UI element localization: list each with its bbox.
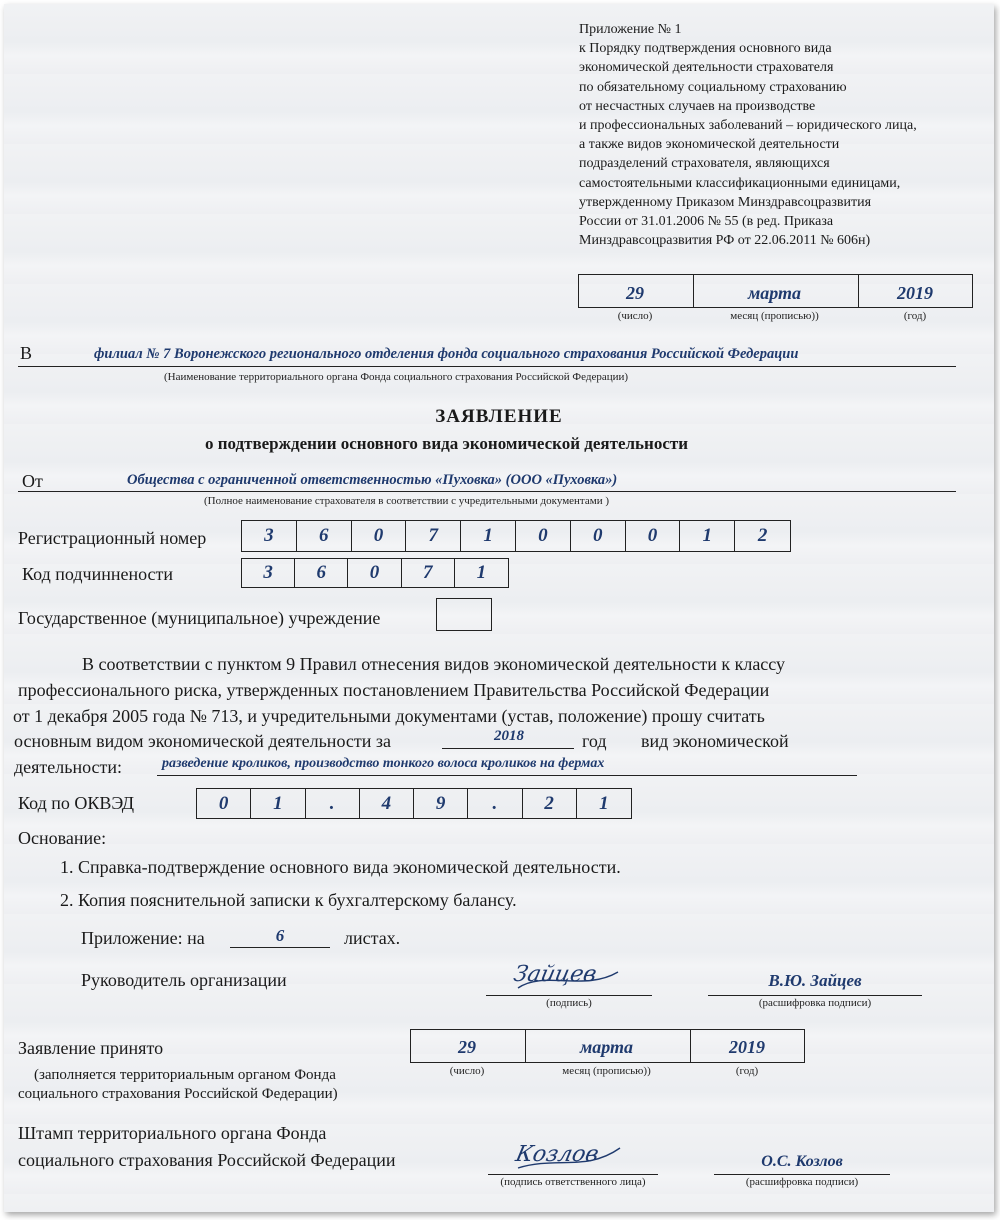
reg-number-field[interactable] [241,520,791,552]
okved-label: Код по ОКВЭД [18,793,135,813]
sub-code-digit-cell: 0 [348,559,401,587]
body-line-5a: деятельности: [14,757,123,777]
top-date-month-caption: месяц (прописью)) [730,310,819,322]
reg-number-digit-cell: 2 [757,525,768,546]
title-main: ЗАЯВЛЕНИЕ [435,406,563,427]
appendix-header [579,20,917,250]
sub-code-digit-cell: 3 [242,559,295,587]
reg-number-digit-cell: 1 [461,521,516,551]
accepted-month-caption: месяц (прописью)) [562,1065,651,1077]
head-sign-caption: (подпись) [546,997,592,1009]
body-line-4a: основным видом экономической деятельности за [14,731,391,751]
appendix-line: России от 31.01.2006 № 55 (в ред. Приказа [579,214,834,230]
okved-digit-cell: . [468,789,522,818]
stamp-sign-caption: (подпись ответственного лица) [500,1176,646,1188]
sub-code-digit-cell: 1 [476,562,487,583]
basis-item-1: 1. Справка-подтверждение основного вида экономической деятельности. [60,857,621,877]
accepted-year-caption: (год) [735,1065,759,1077]
body-activity: разведение кроликов, производство тонкого волоса кроликов на фермах [162,756,605,771]
accepted-note-1: (заполняется территориальным органом Фонда [34,1067,336,1083]
accepted-date-day: 29 [458,1037,476,1057]
title-sub: о подтверждении основного вида экономической деятельности [204,434,689,453]
accepted-day-caption: (число) [449,1065,485,1077]
state-inst-checkbox[interactable] [436,598,492,631]
top-date-month: марта [747,283,802,303]
appendix-line: по обязательному социальному страхованию [579,79,847,95]
appendix-line: подразделений страхователя, являющихся [579,156,830,172]
attach-count: 6 [275,926,285,945]
head-signature-text: Зайцев [511,962,599,987]
body-line-3: от 1 декабря 2005 года № 713, и учредительными документами (устав, положение) прошу считать [13,706,765,726]
from-prefix: От [22,471,43,491]
to-value: филиал № 7 Воронежского регионального отделения фонда социального страхования Российской Федерации [94,346,799,362]
stamp-name-caption: (расшифровка подписи) [745,1176,859,1188]
accepted-note-2: социального страхования Российской Федерации) [18,1086,338,1102]
head-name-line [708,995,922,996]
attach-label-a: Приложение: на [81,928,205,948]
attach-label-b: листах. [344,928,401,948]
body-year-underline [442,748,574,749]
from-caption: (Полное наименование страхователя в соответствии с учредительными документами ) [204,495,610,507]
sub-code-label: Код подчиннености [22,564,174,584]
top-date-day: 29 [626,283,644,303]
okved-digit-cell: 2 [523,789,577,818]
accepted-label: Заявление принято [18,1038,164,1058]
okved-digit-cell: 4 [360,789,414,818]
stamp-sign-line [488,1174,658,1175]
appendix-line: самостоятельными классификационными единицами, [579,175,901,191]
reg-number-digit-cell: 0 [571,521,626,551]
okved-digit-cell: 1 [599,792,609,814]
head-label: Руководитель организации [81,970,287,990]
head-name: В.Ю. Зайцев [768,971,862,990]
head-name-caption: (расшифровка подписи) [758,997,872,1009]
appendix-line: экономической деятельности страхователя [579,60,834,76]
to-prefix: В [20,343,33,363]
appendix-line: к Порядку подтверждения основного вида [579,41,832,57]
appendix-line: утвержденному Приказом Минздравсоцразвития [579,194,872,210]
top-date-day-caption: (число) [617,310,653,322]
appendix-line: а также видов экономической деятельности [579,137,840,153]
appendix-line: от несчастных случаев на производстве [579,98,816,114]
appendix-line: Приложение № 1 [579,22,682,37]
attach-underline [230,947,330,948]
state-inst-label: Государственное (муниципальное) учреждение [18,608,381,628]
stamp-name: О.С. Козлов [761,1153,843,1170]
body-line-4b: год [582,731,607,751]
body-year: 2018 [494,728,524,744]
stamp-line-2: социального страхования Российской Федерации [18,1150,396,1170]
reg-number-digit-cell: 1 [680,521,735,551]
reg-number-digit-cell: 0 [352,521,407,551]
reg-number-label: Регистрационный номер [18,528,207,548]
okved-digit-cell: . [306,789,360,818]
reg-number-digit-cell: 7 [406,521,461,551]
to-underline [18,366,956,367]
document-page [4,4,994,1212]
okved-digit-cell: 1 [251,789,305,818]
body-line-4c: вид экономической [641,731,789,751]
reg-number-digit-cell: 3 [242,521,297,551]
stamp-name-line [714,1174,890,1175]
accepted-date-month: марта [579,1037,634,1057]
stamp-line-1: Штамп территориального органа Фонда [18,1123,327,1143]
accepted-date-year: 2019 [729,1037,765,1057]
to-caption: (Наименование территориального органа Фонда социального страхования Российской Федерации) [164,371,629,383]
top-date-year: 2019 [897,283,933,303]
head-sign-line [486,995,652,996]
stamp-signature [513,1142,626,1176]
appendix-line: Минздравсоцразвития РФ от 22.06.2011 № 606н) [579,233,871,249]
body-line-1: В соответствии с пунктом 9 Правил отнесения видов экономической деятельности к классу [82,654,786,674]
sub-code-digit-cell: 6 [295,559,348,587]
reg-number-digit-cell: 0 [516,521,571,551]
sub-code-digit-cell: 7 [402,559,455,587]
okved-field[interactable] [196,788,632,819]
from-underline [18,491,956,492]
body-line-2: профессионального риска, утвержденных постановлением Правительства Российской Федерации [18,680,770,700]
reg-number-digit-cell: 6 [297,521,352,551]
top-date-year-caption: (год) [903,310,927,322]
sub-code-field[interactable] [241,558,509,588]
appendix-line: и профессиональных заболеваний – юридического лица, [579,118,917,134]
reg-number-digit-cell: 0 [626,521,681,551]
basis-label: Основание: [18,828,107,848]
stamp-signature-text: Козлов [513,1142,601,1167]
from-value: Обществa с ограниченной ответственностью «Пуховка» (ООО «Пуховка») [127,472,618,488]
okved-digit-cell: 9 [414,789,468,818]
head-signature [511,962,624,998]
okved-digit-cell: 0 [197,789,251,818]
basis-item-2: 2. Копия пояснительной записки к бухгалтерскому балансу. [60,890,517,910]
body-activity-underline [157,775,857,776]
